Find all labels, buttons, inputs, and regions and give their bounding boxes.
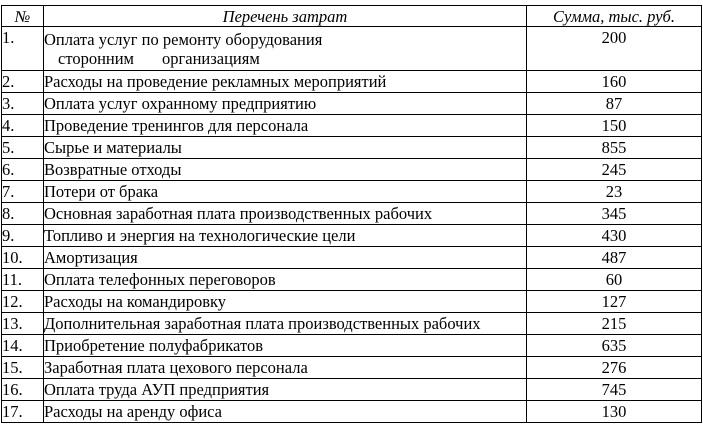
table-row (2, 115, 702, 137)
row-sum: 23 (527, 181, 702, 203)
row-num: 14. (2, 335, 44, 357)
table-row (2, 379, 702, 401)
row-sum: 160 (527, 71, 702, 93)
header-num: № (2, 6, 44, 27)
row-sum: 635 (527, 335, 702, 357)
row-num: 11. (2, 269, 44, 291)
row-item: Потери от брака (44, 181, 527, 203)
table-row (2, 93, 702, 115)
row-item: Сырье и материалы (44, 137, 527, 159)
cost-table (1, 5, 702, 423)
row-sum: 150 (527, 115, 702, 137)
row-sum: 276 (527, 357, 702, 379)
row-item: Оплата труда АУП предприятия (44, 379, 527, 401)
table-row (2, 401, 702, 423)
row-sum: 855 (527, 137, 702, 159)
row-num: 3. (2, 93, 44, 115)
row-sum: 487 (527, 247, 702, 269)
table-row (2, 159, 702, 181)
row-sum: 130 (527, 401, 702, 423)
row-item-line2 (44, 49, 526, 68)
table-row (2, 357, 702, 379)
row-sum: 60 (527, 269, 702, 291)
row-item-line2a: сторонним (58, 48, 134, 68)
row-sum: 345 (527, 203, 702, 225)
row-item: Возвратные отходы (44, 159, 527, 181)
row-num: 16. (2, 379, 44, 401)
table-row (2, 269, 702, 291)
row-item: Основная заработная плата производственных рабочих (44, 203, 527, 225)
row-item: Топливо и энергия на технологические цели (44, 225, 527, 247)
row-item: Расходы на командировку (44, 291, 527, 313)
table-row (2, 71, 702, 93)
row-sum: 245 (527, 159, 702, 181)
row-num: 9. (2, 225, 44, 247)
table-row (2, 203, 702, 225)
header-item: Перечень затрат (44, 6, 527, 27)
row-item: Амортизация (44, 247, 527, 269)
row-sum: 127 (527, 291, 702, 313)
row-item-line2b: организациям (162, 48, 260, 68)
row-num: 10. (2, 247, 44, 269)
row-num: 15. (2, 357, 44, 379)
row-sum: 215 (527, 313, 702, 335)
table-row (2, 181, 702, 203)
table-header-row (2, 6, 702, 27)
row-item (44, 27, 527, 71)
row-num: 17. (2, 401, 44, 423)
row-item: Расходы на аренду офиса (44, 401, 527, 423)
row-item-line1: Оплата услуг по ремонту оборудования (44, 29, 323, 49)
row-num: 7. (2, 181, 44, 203)
row-num: 5. (2, 137, 44, 159)
table-row (2, 137, 702, 159)
row-num: 6. (2, 159, 44, 181)
row-num: 4. (2, 115, 44, 137)
row-sum: 87 (527, 93, 702, 115)
row-item: Расходы на проведение рекламных мероприятий (44, 71, 527, 93)
table-row (2, 335, 702, 357)
row-item: Оплата телефонных переговоров (44, 269, 527, 291)
row-item: Заработная плата цехового персонала (44, 357, 527, 379)
row-item: Оплата услуг охранному предприятию (44, 93, 527, 115)
row-item: Приобретение полуфабрикатов (44, 335, 527, 357)
row-num: 1. (2, 27, 44, 71)
row-sum: 745 (527, 379, 702, 401)
table-row (2, 27, 702, 71)
row-item: Проведение тренингов для персонала (44, 115, 527, 137)
table-row (2, 247, 702, 269)
table-row (2, 225, 702, 247)
header-sum: Сумма, тыс. руб. (527, 6, 702, 27)
table-row (2, 291, 702, 313)
row-sum: 200 (527, 27, 702, 71)
row-item: Дополнительная заработная плата производственных рабочих (44, 313, 527, 335)
row-num: 13. (2, 313, 44, 335)
table-row (2, 313, 702, 335)
row-sum: 430 (527, 225, 702, 247)
row-num: 8. (2, 203, 44, 225)
row-num: 12. (2, 291, 44, 313)
row-num: 2. (2, 71, 44, 93)
